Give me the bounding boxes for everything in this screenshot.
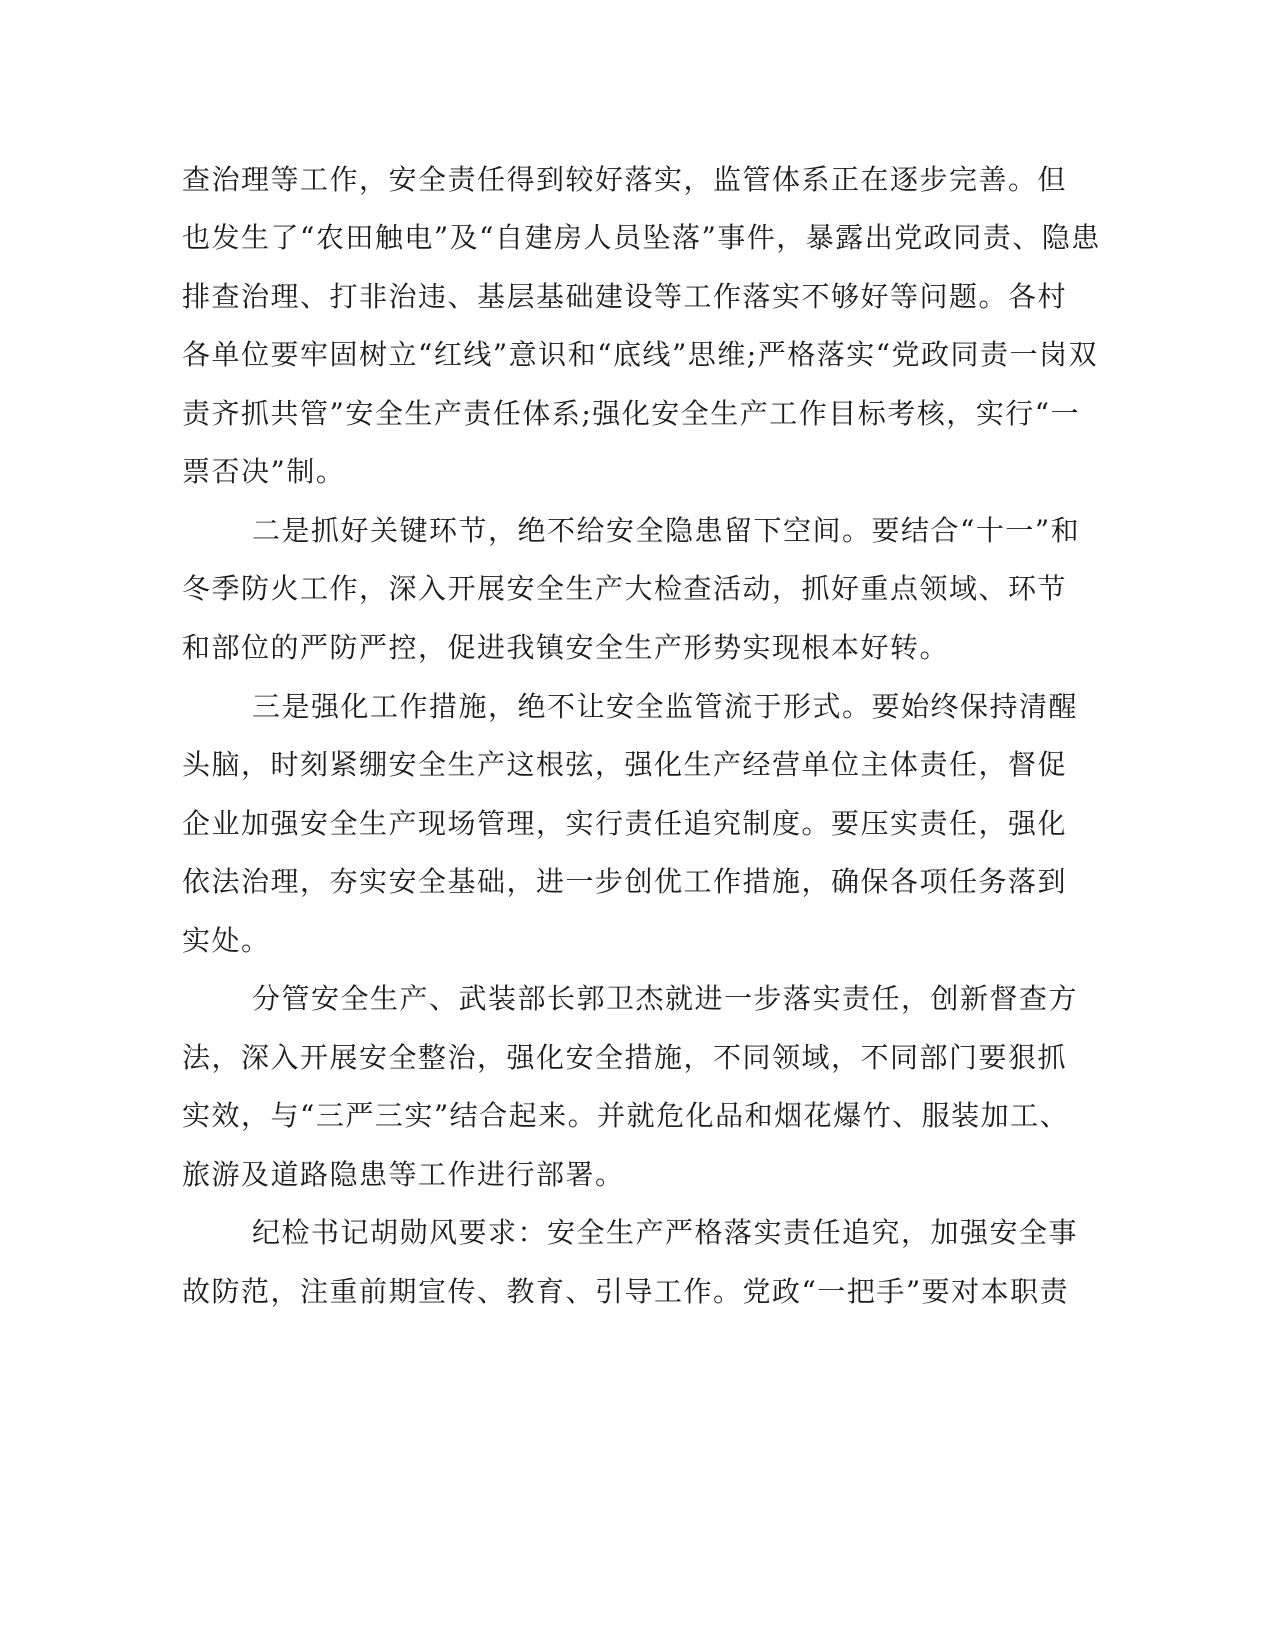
paragraph-4-line-2: 法，深入开展安全整治，强化安全措施，不同领域，不同部门要狠抓: [182, 1041, 1068, 1074]
paragraph-2-line-3: 和部位的严防严控，促进我镇安全生产形势实现根本好转。: [182, 631, 950, 664]
paragraph-4-line-1: 分管安全生产、武装部长郭卫杰就进一步落实责任，创新督查方: [252, 982, 1079, 1015]
paragraph-1-line-2: 也发生了“农田触电”及“自建房人员坠落”事件，暴露出党政同责、隐患: [182, 221, 1101, 254]
paragraph-2-line-2: 冬季防火工作，深入开展安全生产大检查活动，抓好重点领域、环节: [182, 572, 1068, 605]
paragraph-3-line-2: 头脑，时刻紧绷安全生产这根弦，强化生产经营单位主体责任，督促: [182, 748, 1068, 781]
paragraph-4-line-4: 旅游及道路隐患等工作进行部署。: [182, 1158, 625, 1191]
paragraph-4-line-3: 实效，与“三严三实”结合起来。并就危化品和烟花爆竹、服装加工、: [182, 1099, 1070, 1132]
paragraph-3-line-1: 三是强化工作措施，绝不让安全监管流于形式。要始终保持清醒: [252, 690, 1079, 723]
paragraph-3-line-4: 依法治理，夯实安全基础，进一步创优工作措施，确保各项任务落到: [182, 865, 1068, 898]
paragraph-5-line-2: 故防范，注重前期宣传、教育、引导工作。党政“一把手”要对本职责: [182, 1275, 1070, 1308]
paragraph-1-line-1: 查治理等工作，安全责任得到较好落实，监管体系正在逐步完善。但: [182, 163, 1068, 196]
paragraph-1-line-6: 票否决”制。: [182, 455, 346, 488]
paragraph-3-line-3: 企业加强安全生产现场管理，实行责任追究制度。要压实责任，强化: [182, 807, 1068, 840]
paragraph-1-line-5: 责齐抓共管”安全生产责任体系;强化安全生产工作目标考核，实行“一: [182, 397, 1081, 430]
paragraph-3-line-5: 实处。: [182, 924, 271, 957]
paragraph-5-line-1: 纪检书记胡勋风要求：安全生产严格落实责任追究，加强安全事: [252, 1216, 1079, 1249]
paragraph-2-line-1: 二是抓好关键环节，绝不给安全隐患留下空间。要结合“十一”和: [252, 514, 1081, 547]
paragraph-1-line-3: 排查治理、打非治违、基层基础建设等工作落实不够好等问题。各村: [182, 280, 1068, 313]
paragraph-1-line-4: 各单位要牢固树立“红线”意识和“底线”思维;严格落实“党政同责一岗双: [182, 338, 1099, 371]
